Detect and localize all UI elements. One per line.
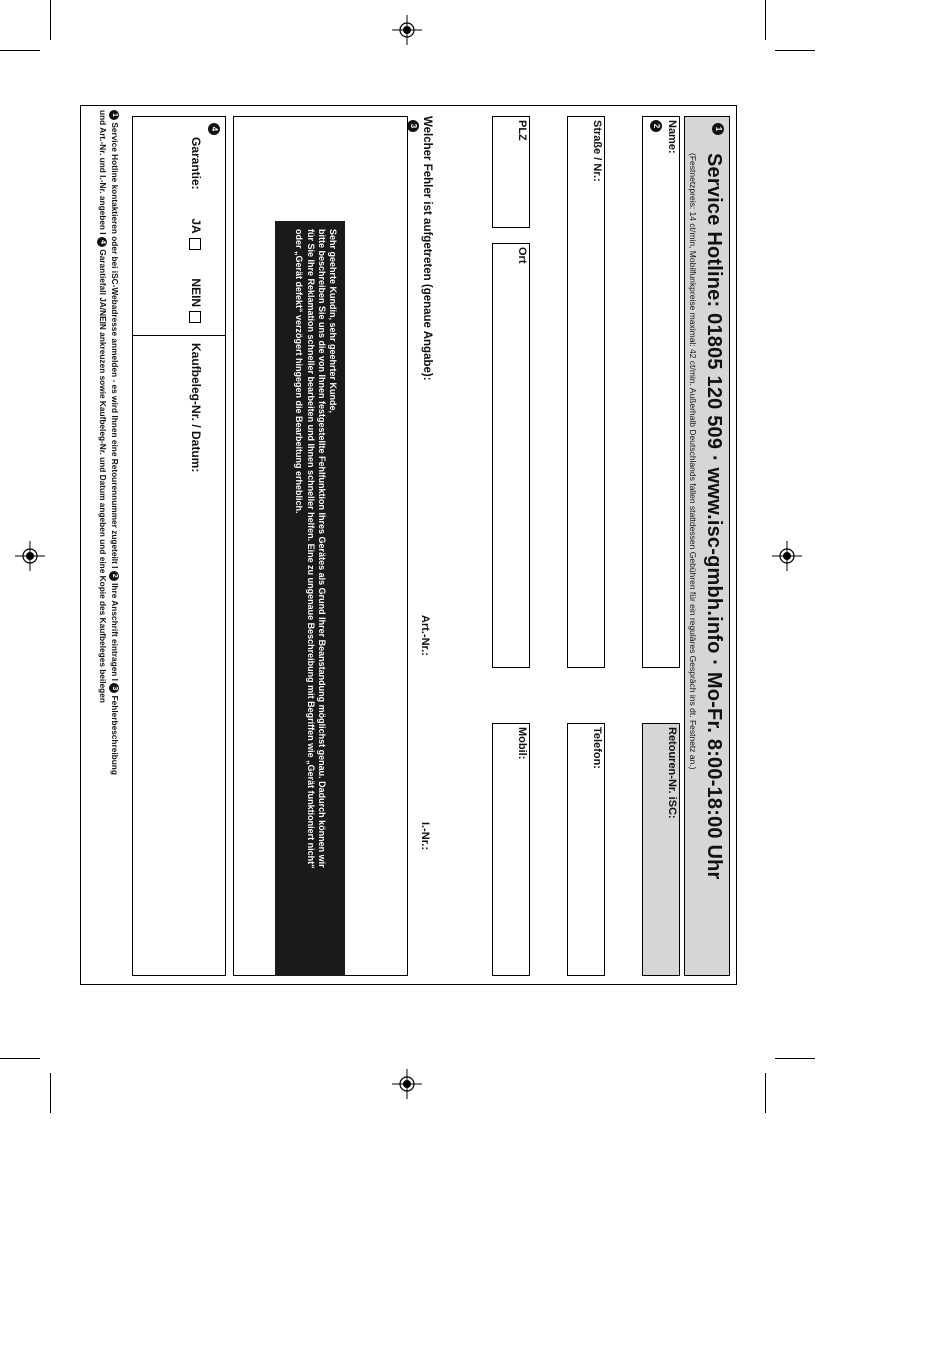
warranty-no-checkbox[interactable] bbox=[189, 311, 201, 323]
mobile-label: Mobil: bbox=[516, 727, 528, 760]
crop-mark bbox=[50, 1073, 51, 1113]
notice-line: für Sie Ihre Reklamation schneller bearbeiten und Ihnen schneller helfen. Eine zu ungenaue Beschreibung mit Begriffen wie „Gerät funktioniert nicht“ bbox=[305, 229, 316, 869]
warranty-divider bbox=[133, 335, 225, 336]
warranty-section bbox=[132, 116, 226, 976]
step-badge-2: 2 bbox=[650, 120, 662, 132]
step-badge-1: 1 bbox=[712, 123, 724, 135]
city-label: Ort bbox=[516, 247, 528, 264]
service-form-content bbox=[81, 106, 737, 985]
hotline-banner bbox=[684, 116, 730, 976]
footer-step-3-cont: und Art.-Nr. und I.-Nr. angeben I bbox=[98, 110, 108, 235]
crop-mark bbox=[775, 50, 815, 51]
registration-mark-icon bbox=[392, 15, 422, 45]
crop-mark bbox=[0, 1058, 40, 1059]
name-label: Name: bbox=[666, 120, 678, 154]
warranty-yes-checkbox[interactable] bbox=[189, 238, 201, 250]
street-field[interactable] bbox=[567, 116, 605, 668]
warranty-label-text: Garantie: bbox=[189, 137, 203, 190]
footer-badge-1: 1 bbox=[109, 110, 119, 120]
crop-mark bbox=[775, 1058, 815, 1059]
receipt-label: Kaufbeleg-Nr. / Datum: bbox=[189, 343, 203, 473]
warranty-no-label: NEIN bbox=[189, 278, 203, 308]
crop-mark bbox=[765, 0, 766, 40]
item-number-label: I.-Nr.: bbox=[419, 822, 431, 851]
notice-line: Sehr geehrte Kundin, sehr geehrter Kunde, bbox=[328, 229, 338, 414]
footer-badge-2: 2 bbox=[109, 571, 119, 581]
step-badge-3: 3 bbox=[407, 120, 419, 132]
article-number-label: Art.-Nr.: bbox=[419, 615, 431, 656]
footer-badge-4: 4 bbox=[97, 237, 107, 247]
footer-step-3: Fehlerbeschreibung bbox=[110, 695, 120, 775]
name-field[interactable] bbox=[642, 116, 680, 668]
warranty-label bbox=[189, 137, 203, 323]
zip-label: PLZ bbox=[516, 120, 528, 141]
instructions-footer bbox=[97, 110, 121, 982]
crop-mark bbox=[765, 1073, 766, 1113]
error-question: Welcher Fehler ist aufgetreten (genaue Angabe): bbox=[421, 116, 433, 381]
footer-step-4: Garantiefall JA/NEIN ankreuzen sowie Kaufbeleg-Nr. und Datum angeben und eine Kopie des Kaufbeleges beilegen bbox=[98, 249, 108, 703]
phone-field[interactable] bbox=[567, 723, 605, 976]
footer-badge-3: 3 bbox=[109, 683, 119, 693]
footer-line bbox=[109, 110, 121, 982]
footer-step-1: Service Hotline kontaktieren oder bei iSC-Webadresse anmelden - es wird Ihnen eine Retourennummer zugeteilt I bbox=[110, 122, 120, 569]
registration-mark-icon bbox=[15, 541, 45, 571]
street-label: Straße / Nr.: bbox=[591, 120, 603, 182]
city-field[interactable] bbox=[492, 243, 530, 668]
hotline-title: Service Hotline: 01805 120 509 · www.isc-gmbh.info · Mo-Fr. 8:00-18:00 Uhr bbox=[703, 153, 725, 880]
hotline-price-note: (Festnetzpreis: 14 ct/min, Mobilfunkpreise maximal: 42 ct/min. Außerhalb Deutschlands fallen stattdessen Gebühren für ein reguläres Gespräch ins dt. Festnetz an.) bbox=[688, 153, 698, 770]
crop-mark bbox=[0, 50, 40, 51]
zip-field[interactable] bbox=[492, 116, 530, 228]
mobile-field[interactable] bbox=[492, 723, 530, 976]
return-number-label: Retouren-Nr. iSC: bbox=[666, 727, 678, 819]
notice-line: oder „Gerät defekt“ verzögert hingegen die Bearbeitung erheblich. bbox=[294, 229, 305, 514]
phone-label: Telefon: bbox=[591, 727, 603, 769]
customer-notice bbox=[275, 221, 345, 976]
step-badge-4: 4 bbox=[208, 123, 220, 135]
footer-line bbox=[97, 110, 109, 982]
warranty-yes-label: JA bbox=[189, 218, 203, 234]
notice-line: bitte beschreiben Sie uns die von Ihnen festgestellte Fehlfunktion Ihres Gerätes als Grund Ihrer Beanstandung möglichst genau. Dadurch können wir bbox=[316, 229, 327, 868]
registration-mark-icon bbox=[392, 1069, 422, 1099]
receipt-field[interactable] bbox=[133, 337, 225, 975]
service-form bbox=[80, 105, 737, 985]
footer-step-2: Ihre Anschrift eintragen I bbox=[110, 583, 120, 681]
crop-mark bbox=[50, 0, 51, 40]
registration-mark-icon bbox=[772, 541, 802, 571]
